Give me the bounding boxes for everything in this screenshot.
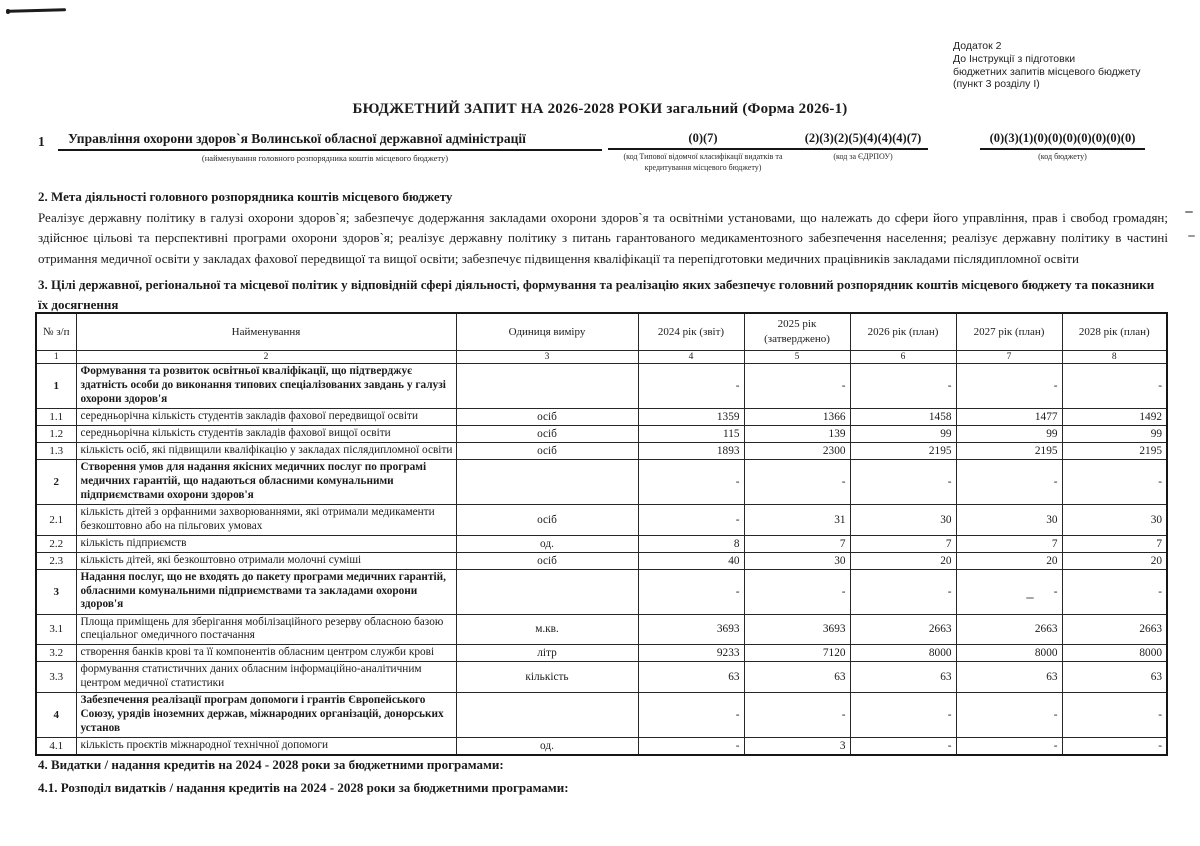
row-value: 2663 [1062,614,1167,645]
row-number: 3.3 [36,662,76,693]
row-unit: осіб [456,505,638,536]
table-row [36,426,1167,443]
row-value: 8 [638,535,744,552]
row-number: 1 [36,364,76,409]
column-number: 4 [638,351,744,364]
row-value: 63 [638,662,744,693]
row-value: 30 [1062,505,1167,536]
row-value: 63 [1062,662,1167,693]
row-name: Надання послуг, що не входять до пакету програми медичних гарантій, обласними комунальними підприємствами та закладами охорони здоров'я [76,569,456,614]
row-unit: осіб [456,443,638,460]
table-row [36,443,1167,460]
row-value: 3693 [638,614,744,645]
row-value: - [956,569,1062,614]
row-value: 30 [744,552,850,569]
row-name: Формування та розвиток освітньої кваліфікації, що підтверджує здатність особи до виконання типових спеціалізованих завдань у галузі охорони здоров'я [76,364,456,409]
column-number: 8 [1062,351,1167,364]
column-number: 7 [956,351,1062,364]
row-number: 3.1 [36,614,76,645]
row-name: Створення умов для надання якісних медичних послуг по програмі медичних гарантій, що надаються обласними комунальними підприємствами охорони здоров'я [76,460,456,505]
column-number: 6 [850,351,956,364]
code-value: (2)(3)(2)(5)(4)(4)(4)(7) [798,131,928,150]
row-value: - [744,364,850,409]
row-value: 31 [744,505,850,536]
row-value: 99 [1062,426,1167,443]
row-value: 30 [850,505,956,536]
row-value: 20 [850,552,956,569]
row-unit: кількість [456,662,638,693]
row-value: 63 [850,662,956,693]
row-value: - [638,569,744,614]
row-number: 2 [36,460,76,505]
table-row [36,505,1167,536]
section-2-body: Реалізує державну політику в галузі охорони здоров`я; забезпечує додержання закладами охорони здоров`я та освітніми установами, що належать до сфери його управління, прав і свобод громадян; здійснює цільові та перспективні програми охорони здоров`я; реалізує державну політику з питань гарантованого медикаментозного забезпечення населення; реалізує державну політику в частині отримання медичної освіти у закладах фахової передвищої та вищої освіти; забезпечує підвищення кваліфікації та перепідготовки медичних працівників закладами післядипломної освіти [38,210,1168,266]
page-title: БЮДЖЕТНИЙ ЗАПИТ НА 2026-2028 РОКИ загальний (Форма 2026-1) [352,101,848,117]
row-unit [456,569,638,614]
table-row [36,737,1167,755]
row-unit: осіб [456,426,638,443]
row-value: 2300 [744,443,850,460]
row-value: 2195 [956,443,1062,460]
code-block-edrpou [798,131,928,163]
code-caption: (код Типової відомчої класифікації видатків та кредитування місцевого бюджету) [623,152,783,172]
column-number: 5 [744,351,850,364]
row-value: 63 [956,662,1062,693]
row-value: 2195 [850,443,956,460]
row-value: 2663 [850,614,956,645]
column-header: Найменування [76,313,456,351]
row-value: - [850,737,956,755]
column-number: 1 [36,351,76,364]
row-number: 2.1 [36,505,76,536]
row-value: 30 [956,505,1062,536]
row-number: 3.2 [36,645,76,662]
row-value: 3 [744,737,850,755]
row-value: 99 [956,426,1062,443]
section-4-line2: 4.1. Розподіл видатків / надання кредитів на 2024 - 2028 роки за бюджетними програмами: [38,779,569,795]
code-block-typology [608,131,798,174]
row-value: 40 [638,552,744,569]
column-number: 3 [456,351,638,364]
row-unit [456,460,638,505]
goals-table-head [36,313,1167,364]
row-value: - [638,460,744,505]
row-value: 20 [1062,552,1167,569]
code-value: (0)(7) [608,131,798,150]
table-row [36,569,1167,614]
column-header: 2028 рік (план) [1062,313,1167,351]
table-row [36,614,1167,645]
row-unit [456,692,638,737]
section-4 [38,754,569,800]
row-number: 4.1 [36,737,76,755]
column-header: Одиниця виміру [456,313,638,351]
row-name: формування статистичних даних обласним інформаційно-аналітичним центром медичної статистики [76,662,456,693]
row-value: - [1062,692,1167,737]
row-value: - [1062,364,1167,409]
code-caption: (код за ЄДРПОУ) [833,152,893,161]
row-value: 139 [744,426,850,443]
row-name: створення банків крові та її компонентів обласним центром служби крові [76,645,456,662]
row-value: 99 [850,426,956,443]
row-value: - [1062,569,1167,614]
goals-table-body [36,364,1167,755]
row-name: середньорічна кількість студентів закладів фахової передвищої освіти [76,409,456,426]
org-line-number: 1 [38,134,45,149]
row-value: 1477 [956,409,1062,426]
scan-artifact [1188,235,1195,237]
table-row [36,662,1167,693]
row-value: 1893 [638,443,744,460]
section-2-heading: 2. Мета діяльності головного розпорядника коштів місцевого бюджету [38,189,453,204]
row-unit: літр [456,645,638,662]
row-name: середньорічна кількість студентів закладів фахової вищої освіти [76,426,456,443]
row-value: 7 [1062,535,1167,552]
row-value: 1366 [744,409,850,426]
section-4-line1: 4. Видатки / надання кредитів на 2024 - 2028 роки за бюджетними програмами: [38,757,504,772]
header-row [36,313,1167,351]
row-value: 8000 [1062,645,1167,662]
org-name: Управління охорони здоров`я Волинської обласної державної адміністрації [58,131,602,151]
row-number: 1.3 [36,443,76,460]
scan-artifact [6,9,10,14]
row-value: - [956,460,1062,505]
row-value: 3693 [744,614,850,645]
row-value: - [956,737,1062,755]
row-value: 1492 [1062,409,1167,426]
row-unit: од. [456,737,638,755]
row-value: 115 [638,426,744,443]
row-unit: м.кв. [456,614,638,645]
row-name: кількість підприємств [76,535,456,552]
column-header: 2027 рік (план) [956,313,1062,351]
row-value: - [638,692,744,737]
code-value: (0)(3)(1)(0)(0)(0)(0)(0)(0)(0) [980,131,1145,150]
row-unit [456,364,638,409]
row-value: 9233 [638,645,744,662]
table-row [36,645,1167,662]
row-value: - [1062,737,1167,755]
row-value: 20 [956,552,1062,569]
row-value: - [638,364,744,409]
row-value: - [850,569,956,614]
row-value: 2663 [956,614,1062,645]
annotation-line: До Інструкції з підготовки [953,52,1076,65]
row-value: 7 [744,535,850,552]
row-number: 3 [36,569,76,614]
row-value: 1458 [850,409,956,426]
row-name: Забезпечення реалізації програм допомоги і грантів Європейського Союзу, урядів іноземних держав, міжнародних організацій, донорських установ [76,692,456,737]
column-number: 2 [76,351,456,364]
table-row [36,535,1167,552]
column-header: 2025 рік (затверджено) [744,313,850,351]
appendix-annotation [953,40,1200,91]
annotation-line: бюджетних запитів місцевого бюджету [953,65,1141,78]
table-row [36,692,1167,737]
row-unit: осіб [456,409,638,426]
row-value: - [850,692,956,737]
row-value: - [638,737,744,755]
row-value: - [956,364,1062,409]
row-unit: осіб [456,552,638,569]
section-3-heading: 3. Цілі державної, регіональної та місцевої політик у відповідній сфері діяльності, формування та реалізацію яких забезпечує головний розпорядник коштів місцевого бюджету та показники їх досягнення [38,277,1155,313]
row-name: кількість осіб, які підвищили кваліфікацію у закладах післядипломної освіти [76,443,456,460]
row-value: - [744,460,850,505]
table-row [36,460,1167,505]
row-name: кількість дітей з орфанними захворюваннями, які отримали медикаменти безкоштовно або на пільгових умовах [76,505,456,536]
table-row [36,409,1167,426]
column-header: № з/п [36,313,76,351]
row-value: 7 [850,535,956,552]
row-value: - [850,460,956,505]
section-2 [38,189,1168,269]
row-value: 7 [956,535,1062,552]
code-caption: (код бюджету) [1038,152,1087,161]
row-value: - [744,569,850,614]
row-value: - [638,505,744,536]
column-header: 2026 рік (план) [850,313,956,351]
table-row [36,364,1167,409]
row-value: 2195 [1062,443,1167,460]
row-number: 1.2 [36,426,76,443]
org-name-caption: (найменування головного розпорядника коштів місцевого бюджету) [201,153,449,163]
row-value: 63 [744,662,850,693]
row-value: 7120 [744,645,850,662]
row-number: 4 [36,692,76,737]
table-row [36,552,1167,569]
code-block-budget [980,131,1145,163]
header-number-row [36,351,1167,364]
row-number: 1.1 [36,409,76,426]
row-value: - [1062,460,1167,505]
row-name: кількість дітей, які безкоштовно отримали молочні суміші [76,552,456,569]
scan-artifact [8,8,66,13]
row-number: 2.2 [36,535,76,552]
row-value: 8000 [956,645,1062,662]
annotation-line: Додаток 2 [953,40,1002,52]
goals-table [35,312,1168,756]
row-value: 1359 [638,409,744,426]
row-value: - [744,692,850,737]
row-name: кількість проєктів міжнародної технічної допомоги [76,737,456,755]
row-value: - [850,364,956,409]
annotation-line: (пункт 3 розділу І) [953,78,1040,91]
scan-artifact [1185,211,1193,213]
row-name: Площа приміщень для зберігання мобілізаційного резерву обласною базою спеціальног омедичного постачання [76,614,456,645]
row-number: 2.3 [36,552,76,569]
column-header: 2024 рік (звіт) [638,313,744,351]
row-value: - [956,692,1062,737]
row-value: 8000 [850,645,956,662]
row-unit: од. [456,535,638,552]
